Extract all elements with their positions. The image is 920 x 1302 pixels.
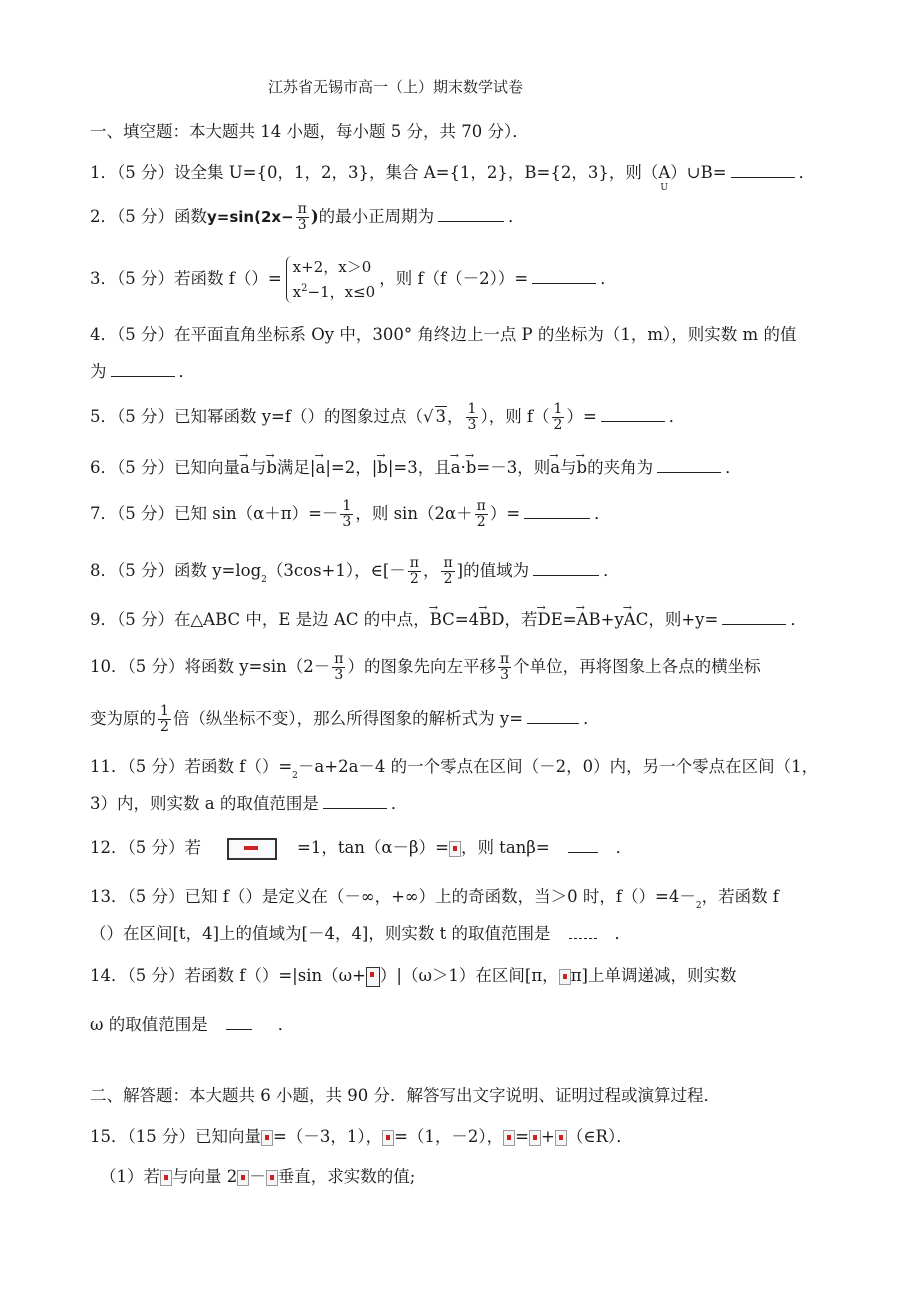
question-12: 12．（5 分）若 =1，tan（α－β）= ，则 tanβ= ． bbox=[90, 836, 850, 860]
question-8: 8．（5 分）函数 $y=\log_2(3\cos+1)$，∈[－ $\frac{\pi}{2}$ ， $\frac{\pi}{2}$ ]的值域为 ． bbox=[90, 555, 620, 587]
question-7: 7．（5 分）已知 sin（α＋π）=－ $\frac{1}{3}$ ，则 sin（2α＋ $\frac{\pi}{2}$ ）= ． bbox=[90, 498, 611, 530]
fraction: $\frac{\pi}{3}$ bbox=[334, 651, 344, 683]
missing-formula-image bbox=[559, 969, 571, 985]
fraction: $\frac{\pi}{3}$ bbox=[499, 651, 510, 683]
answer-blank bbox=[569, 922, 597, 939]
question-14: 14．（5 分）若函数 f（）=|sin（ω+ ）|（ω＞1）在区间[π， π]上单调递减，则实数 bbox=[90, 966, 737, 985]
piecewise-function: x+2，x＞0 $x^2-1$，x≤0 bbox=[286, 256, 376, 303]
question-10-cont: 变为原的 $\frac{1}{2}$ 倍（纵坐标不变），那么所得图象的解析式为 y= ． bbox=[90, 703, 600, 735]
page-title: 江苏省无锡市高一（上）期末数学试卷 bbox=[268, 78, 524, 96]
fraction: $\frac{\pi}{3}$ bbox=[297, 201, 307, 233]
missing-formula-image bbox=[266, 1170, 278, 1186]
question-13-cont: （）在区间[t，4]上的值域为[－4，4]，则实数 t 的取值范围是 ． bbox=[90, 924, 631, 943]
answer-blank bbox=[722, 608, 786, 625]
question-10: 10．（5 分）将函数 y=sin（2－ $\frac{\pi}{3}$ ）的图象先向左平移 $\frac{\pi}{3}$ 个单位，再将图象上各点的横坐标 bbox=[90, 651, 761, 683]
answer-blank bbox=[527, 707, 579, 724]
fraction: $\frac{1}{2}$ bbox=[160, 703, 169, 735]
missing-formula-image bbox=[503, 1130, 515, 1146]
question-11-cont: 3）内，则实数 a 的取值范围是 ． bbox=[90, 794, 408, 813]
question-4: 4．（5 分）在平面直角坐标系 Oy 中，300° 角终边上一点 P 的坐标为（1，m），则实数 m 的值 bbox=[90, 325, 797, 344]
fraction: $\frac{1}{2}$ bbox=[553, 401, 563, 433]
question-2: 2．（5 分）函数y=sin(2x− $\frac{\pi}{3}$ )的最小正周期为 ． bbox=[90, 201, 525, 233]
question-15: 15．（15 分）已知向量 =（－3，1）， =（1，－2）， = + （∈R）． bbox=[90, 1127, 633, 1146]
question-14-cont: ω 的取值范围是 ． bbox=[90, 1015, 295, 1034]
question-9: 9．（5 分）在△ABC 中，E 是边 AC 的中点，→ BC=4→ BD，若→ DE=→ AB+y→ AC，则+y= ． bbox=[90, 608, 850, 631]
question-5: 5．（5 分）已知幂函数 y=f（）的图象过点（√ 3， $\frac{1}{3}$ ），则 f（ $\frac{1}{2}$ ）= ． bbox=[90, 401, 686, 433]
missing-formula-image bbox=[529, 1130, 541, 1146]
answer-blank bbox=[731, 161, 795, 178]
missing-formula-image bbox=[237, 1170, 249, 1186]
section-1-heading: 一、填空题：本大题共 14 小题，每小题 5 分，共 70 分）． bbox=[90, 122, 529, 141]
missing-formula-image bbox=[261, 1130, 273, 1146]
question-6: 6．（5 分）已知向量→ a与→ b满足|→ a|=2，|→ b|=3，且→ a·→ b=－3，则→ a与→ b的夹角为 ． bbox=[90, 456, 850, 479]
answer-blank bbox=[323, 792, 387, 809]
answer-blank bbox=[226, 1013, 252, 1030]
question-3: 3．（5 分）若函数 f（）= x+2，x＞0 $x^2-1$，x≤0 ，则 f（f（－2））= ． bbox=[90, 258, 617, 301]
missing-formula-image bbox=[160, 1170, 172, 1186]
fraction: $\frac{1}{3}$ bbox=[342, 498, 352, 530]
answer-blank bbox=[568, 836, 598, 853]
answer-blank bbox=[438, 205, 504, 222]
missing-formula-image bbox=[382, 1130, 394, 1146]
answer-blank bbox=[601, 405, 665, 422]
fraction: $\frac{\pi}{2}$ bbox=[443, 555, 453, 587]
missing-formula-image bbox=[555, 1130, 567, 1146]
question-13: 13．（5 分）已知 f（）是定义在（－∞，+∞）上的奇函数，当＞0 时，$f()=4-_2$，若函数 f bbox=[90, 887, 779, 911]
answer-blank bbox=[533, 559, 599, 576]
question-4-cont: 为 ． bbox=[90, 362, 195, 381]
missing-formula-image bbox=[366, 967, 380, 987]
fraction: $\frac{\pi}{2}$ bbox=[409, 555, 419, 587]
section-2-heading: 二、解答题：本大题共 6 小题，共 90 分．解答写出文字说明、证明过程或演算过程． bbox=[90, 1086, 720, 1105]
answer-blank bbox=[111, 360, 175, 377]
answer-blank bbox=[524, 502, 590, 519]
question-1: 1．（5 分）设全集 U={0，1，2，3}，集合 A={1，2}，B={2，3}，则（ U A）∪B= ． bbox=[90, 163, 816, 193]
missing-formula-image bbox=[449, 841, 461, 857]
question-15-part-1: （1）若 与向量 2 － 垂直，求实数的值; bbox=[100, 1167, 416, 1186]
question-11: 11．（5 分）若函数 $f()=_2-a+2a-4$ 的一个零点在区间（－2，0）内，另一个零点在区间（1， bbox=[90, 757, 819, 781]
answer-blank bbox=[657, 456, 721, 473]
answer-blank bbox=[532, 267, 596, 284]
fraction: $\frac{1}{3}$ bbox=[467, 401, 477, 433]
missing-formula-image bbox=[227, 838, 277, 860]
fraction: $\frac{\pi}{2}$ bbox=[476, 498, 486, 530]
